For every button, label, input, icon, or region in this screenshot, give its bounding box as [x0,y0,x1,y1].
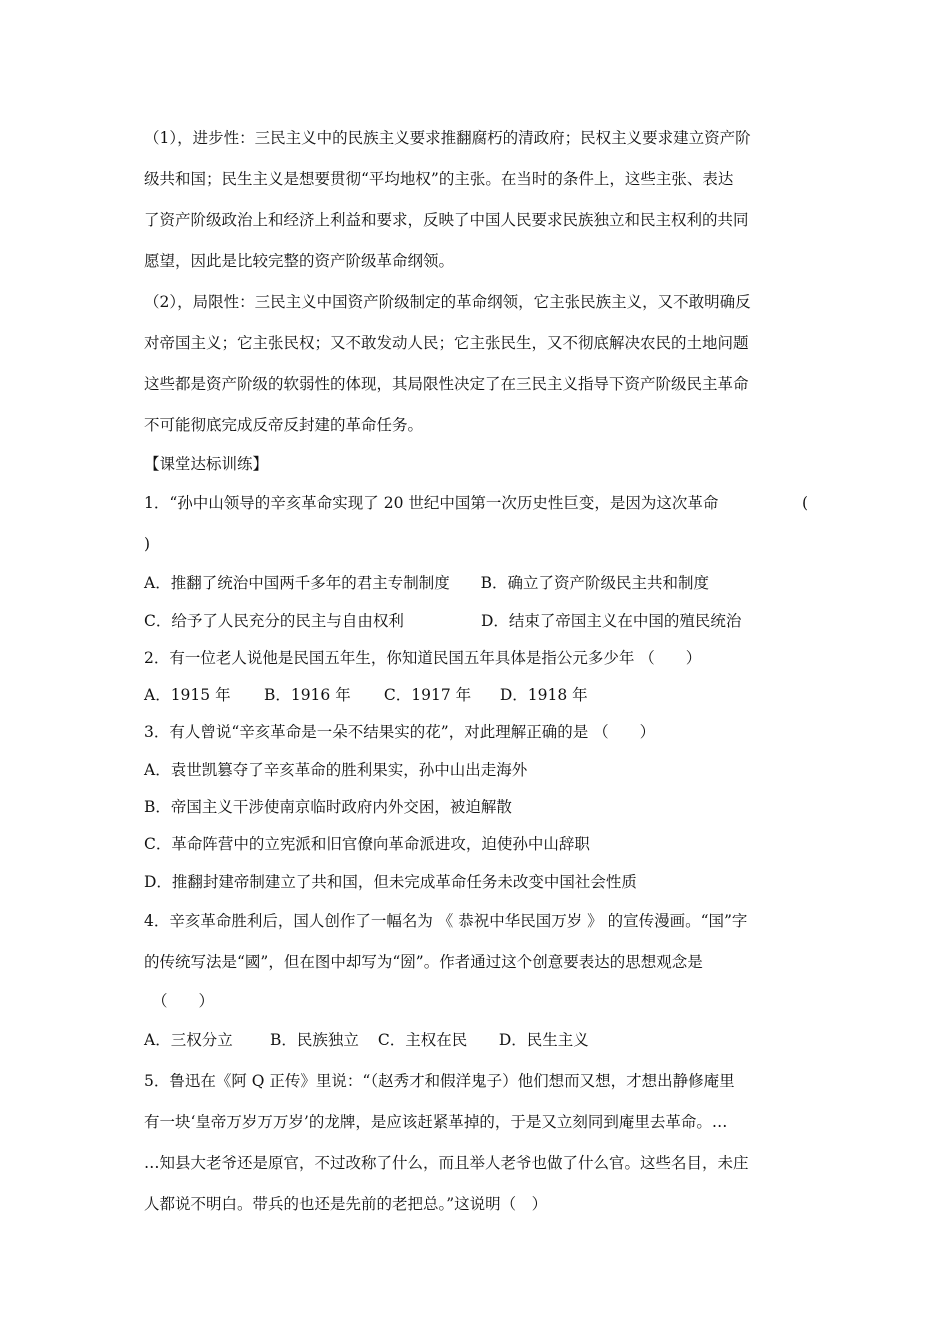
option-b: B．1916 年 [263,686,351,705]
option-c: C．革命阵营中的立宪派和旧官僚向革命派进攻，迫使孙中山辞职 [144,835,590,854]
analysis-line: （1），进步性：三民主义中的民族主义要求推翻腐朽的清政府；民权主义要求建立资产阶 [144,129,751,147]
question-stem-text: 1．“孙中山领导的辛亥革命实现了 20 世纪中国第一次历史性巨变，是因为这次革命 [144,494,719,513]
question-4-options [144,1020,808,1061]
option-b: B．帝国主义干涉使南京临时政府内外交困，被迫解散 [144,798,512,817]
question-5-stem-line: 人都说不明白。带兵的也还是先前的老把总。”这说明（ ） [144,1195,548,1214]
question-1-options-row-2 [144,603,808,640]
analysis-line: 愿望，因此是比较完整的资产阶级革命纲领。 [144,252,455,270]
answer-paren: （ ） [152,991,215,1010]
question-1-options-row-1 [144,565,808,602]
analysis-line: 对帝国主义；它主张民权；又不敢发动人民；它主张民生，又不彻底解决农民的土地问题 [144,334,749,352]
option-a: A．推翻了统治中国两千多年的君主专制制度 [144,574,450,593]
question-5-stem-line: 有一块‘皇帝万岁万万岁’的龙牌，是应该赶紧革掉的，于是又立刻同到庵里去革命。… [144,1113,728,1132]
question-4-stem-line: 4．辛亥革命胜利后，国人创作了一幅名为 《 恭祝中华民国万岁 》 的宣传漫画。“国”字 [144,911,748,930]
option-a: A．袁世凯篡夺了辛亥革命的胜利果实，孙中山出走海外 [144,760,528,779]
option-d: D．结束了帝国主义在中国的殖民统治 [480,611,742,630]
option-d: D．1918 年 [499,686,588,705]
section-heading: 【课堂达标训练】 [144,455,269,473]
option-c: C．给予了人民充分的民主与自由权利 [144,611,404,630]
option-a: A．1915 年 [144,686,231,705]
question-2-options [144,677,808,714]
analysis-line: 级共和国；民生主义是想要贯彻“平均地权”的主张。在当时的条件上，这些主张、表达 [144,170,734,188]
answer-paren-open: ( [801,494,808,513]
question-2-stem: 2．有一位老人说他是民国五年生，你知道民国五年具体是指公元多少年 （ ） [144,648,702,667]
question-5-stem-line: …知县大老爷还是原官，不过改称了什么，而且举人老爷也做了什么官。这些名目，未庄 [144,1154,749,1173]
option-c: C．主权在民 [377,1031,468,1050]
question-4-stem-line: 的传统写法是“國”，但在图中却写为“圀”。作者通过这个创意要表达的思想观念是 [144,952,703,971]
option-b: B．确立了资产阶级民主共和制度 [480,574,709,593]
analysis-line: （2），局限性：三民主义中国资产阶级制定的革命纲领，它主张民族主义，又不敢明确反 [144,293,751,311]
option-c: C．1917 年 [383,686,472,705]
question-1-stem [144,483,808,524]
question-5-stem-line: 5．鲁迅在《阿 Q 正传》里说：“（赵秀才和假洋鬼子）他们想而又想，才想出静修庵里 [144,1072,735,1091]
answer-paren-close: ) [144,535,151,554]
option-d: D．民生主义 [498,1031,589,1050]
option-a: A．三权分立 [144,1031,233,1050]
question-3-stem: 3．有人曾说“辛亥革命是一朵不结果实的花”，对此理解正确的是 （ ） [144,723,656,742]
document-body [144,118,808,1225]
option-b: B．民族独立 [269,1031,359,1050]
analysis-line: 这些都是资产阶级的软弱性的体现，其局限性决定了在三民主义指导下资产阶级民主革命 [144,375,749,393]
option-d: D．推翻封建帝制建立了共和国，但未完成革命任务未改变中国社会性质 [144,872,637,891]
analysis-line: 了资产阶级政治上和经济上利益和要求，反映了中国人民要求民族独立和民主权利的共同 [144,211,749,229]
analysis-line: 不可能彻底完成反帝反封建的革命任务。 [144,416,424,434]
